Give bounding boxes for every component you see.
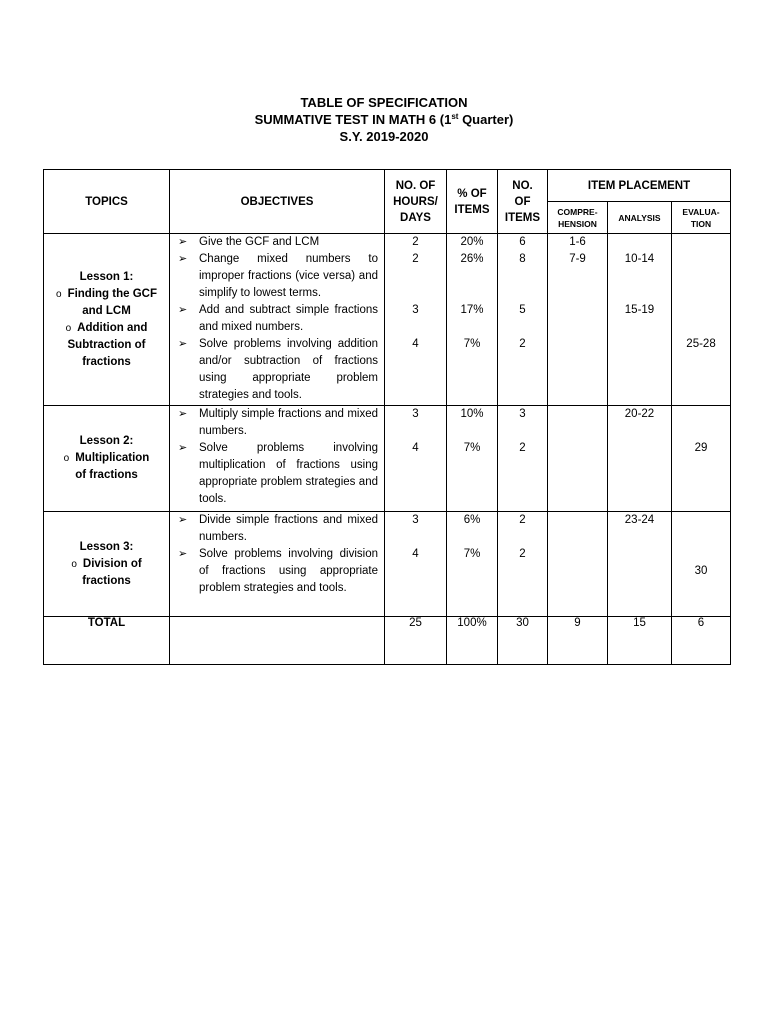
evaluation-value: 25-28 bbox=[686, 338, 716, 350]
comprehension-cell bbox=[548, 234, 608, 406]
table-row-lesson-1 bbox=[44, 234, 731, 406]
hours-value bbox=[385, 529, 446, 546]
total-percent: 100% bbox=[447, 617, 498, 665]
items-value bbox=[498, 285, 547, 302]
items-cell bbox=[498, 512, 548, 617]
title-line-2-text: SUMMATIVE TEST IN MATH 6 (1 bbox=[254, 112, 452, 127]
topic-line bbox=[44, 337, 169, 354]
percent-value: 26% bbox=[460, 253, 484, 265]
hours-value: 3 bbox=[412, 408, 419, 420]
topic-text: Division of bbox=[82, 557, 142, 570]
topic-line bbox=[44, 354, 169, 371]
arrow-bullet-icon: ➢ bbox=[178, 548, 188, 560]
header-comprehension-line: COMPRE- bbox=[557, 206, 598, 217]
items-value: 2 bbox=[519, 548, 526, 560]
percent-value: 7% bbox=[463, 338, 481, 350]
topic-line bbox=[44, 303, 169, 320]
objective-item bbox=[178, 546, 378, 597]
header-evaluation-line: EVALUA- bbox=[682, 206, 720, 217]
items-value bbox=[498, 268, 547, 285]
evaluation-value: 29 bbox=[694, 442, 708, 454]
table-row-total bbox=[44, 617, 731, 665]
evaluation-value bbox=[672, 319, 730, 336]
objective-text: Solve problems involving addition and/or subtraction of fractions using appropriate problem strategies and tools. bbox=[199, 338, 378, 401]
topic-text: Multiplication bbox=[75, 452, 150, 464]
header-topics: TOPICS bbox=[44, 170, 170, 234]
objective-item bbox=[178, 336, 378, 404]
hours-value: 2 bbox=[412, 236, 419, 248]
percent-value: 7% bbox=[463, 548, 481, 560]
comprehension-cell bbox=[548, 512, 608, 617]
header-evaluation bbox=[672, 202, 731, 234]
analysis-value: 23-24 bbox=[624, 514, 655, 526]
topic-text: fractions bbox=[82, 355, 131, 368]
analysis-value bbox=[608, 234, 671, 251]
topic-text: and LCM bbox=[82, 304, 131, 317]
hours-cell bbox=[385, 406, 447, 512]
header-hours bbox=[385, 170, 447, 234]
topic-cell bbox=[44, 406, 170, 512]
analysis-cell bbox=[608, 234, 672, 406]
analysis-value: 15-19 bbox=[624, 304, 655, 316]
evaluation-value bbox=[672, 546, 730, 563]
items-cell bbox=[498, 406, 548, 512]
items-value: 6 bbox=[519, 236, 526, 248]
arrow-bullet-icon: ➢ bbox=[178, 304, 188, 316]
items-cell bbox=[498, 234, 548, 406]
objectives-cell bbox=[170, 512, 385, 617]
topic-text: Addition and bbox=[77, 321, 148, 334]
percent-value bbox=[447, 319, 497, 336]
total-items: 30 bbox=[498, 617, 548, 665]
items-value: 3 bbox=[519, 408, 526, 420]
topic-line bbox=[44, 467, 169, 484]
title-line-2 bbox=[0, 111, 768, 128]
percent-value bbox=[447, 268, 497, 285]
hours-value bbox=[385, 285, 446, 302]
arrow-bullet-icon: ➢ bbox=[178, 442, 188, 454]
evaluation-cell bbox=[672, 406, 731, 512]
topic-cell bbox=[44, 234, 170, 406]
objective-text: Divide simple fractions and mixed numbers. bbox=[199, 514, 378, 543]
percent-value: 20% bbox=[460, 236, 484, 248]
objective-text: Add and subtract simple fractions and mixed numbers. bbox=[199, 304, 378, 333]
objective-item bbox=[178, 512, 378, 546]
items-value: 2 bbox=[519, 514, 526, 526]
document-title bbox=[0, 94, 768, 145]
objective-item bbox=[178, 251, 378, 302]
hours-value: 4 bbox=[412, 338, 419, 350]
analysis-value: 20-22 bbox=[624, 408, 655, 420]
total-hours: 25 bbox=[385, 617, 447, 665]
header-evaluation-line: TION bbox=[690, 218, 712, 229]
objectives-cell bbox=[170, 234, 385, 406]
header-items-line: OF bbox=[514, 195, 531, 208]
bullet-o: o bbox=[56, 288, 62, 300]
header-comprehension bbox=[548, 202, 608, 234]
percent-value: 7% bbox=[463, 442, 481, 454]
topic-text: Finding the GCF bbox=[67, 287, 157, 300]
topic-text: fractions bbox=[82, 574, 131, 587]
hours-cell bbox=[385, 512, 447, 617]
analysis-value bbox=[608, 285, 671, 302]
analysis-value: 10-14 bbox=[624, 253, 655, 265]
lesson-label: Lesson 3: bbox=[79, 540, 134, 553]
percent-value bbox=[447, 285, 497, 302]
objective-item bbox=[178, 234, 378, 251]
title-line-3: S.Y. 2019-2020 bbox=[339, 129, 429, 144]
percent-value: 10% bbox=[460, 408, 484, 420]
header-percent bbox=[447, 170, 498, 234]
arrow-bullet-icon: ➢ bbox=[178, 338, 188, 350]
title-line-2-suffix: Quarter) bbox=[458, 112, 514, 127]
arrow-bullet-icon: ➢ bbox=[178, 514, 188, 526]
header-comprehension-line: HENSION bbox=[558, 218, 597, 229]
total-evaluation: 6 bbox=[672, 617, 731, 665]
header-percent-line: ITEMS bbox=[454, 203, 490, 216]
items-value bbox=[498, 529, 547, 546]
hours-value: 4 bbox=[412, 548, 419, 560]
evaluation-value bbox=[672, 234, 730, 251]
percent-value: 17% bbox=[460, 304, 484, 316]
evaluation-cell bbox=[672, 234, 731, 406]
total-objectives-empty bbox=[170, 617, 385, 665]
bullet-o: o bbox=[71, 558, 77, 570]
evaluation-value bbox=[672, 512, 730, 529]
hours-value: 4 bbox=[412, 442, 419, 454]
arrow-bullet-icon: ➢ bbox=[178, 253, 188, 265]
percent-value bbox=[447, 529, 497, 546]
arrow-bullet-icon: ➢ bbox=[178, 408, 188, 420]
total-comprehension: 9 bbox=[548, 617, 608, 665]
objectives-cell bbox=[170, 406, 385, 512]
topic-text: of fractions bbox=[75, 469, 138, 481]
topic-line bbox=[44, 450, 169, 467]
items-value bbox=[498, 319, 547, 336]
evaluation-cell bbox=[672, 512, 731, 617]
lesson-label: Lesson 2: bbox=[79, 435, 134, 447]
percent-value bbox=[447, 423, 497, 440]
header-hours-line: NO. OF bbox=[395, 179, 436, 192]
hours-value bbox=[385, 423, 446, 440]
items-value: 8 bbox=[519, 253, 526, 265]
evaluation-value bbox=[672, 423, 730, 440]
percent-cell bbox=[447, 512, 498, 617]
total-analysis: 15 bbox=[608, 617, 672, 665]
evaluation-value bbox=[672, 406, 730, 423]
evaluation-value bbox=[672, 268, 730, 285]
items-value bbox=[498, 423, 547, 440]
percent-value: 6% bbox=[463, 514, 481, 526]
objective-text: Solve problems involving division of fractions using appropriate problem strategies and tools. bbox=[199, 548, 378, 594]
comprehension-cell bbox=[548, 406, 608, 512]
table-row-lesson-3 bbox=[44, 512, 731, 617]
percent-cell bbox=[447, 234, 498, 406]
hours-value: 2 bbox=[412, 253, 419, 265]
items-value: 2 bbox=[519, 442, 526, 454]
header-percent-line: % OF bbox=[457, 187, 487, 200]
objective-item bbox=[178, 302, 378, 336]
comprehension-value: 1-6 bbox=[569, 236, 586, 248]
evaluation-value bbox=[672, 302, 730, 319]
percent-cell bbox=[447, 406, 498, 512]
evaluation-value bbox=[672, 251, 730, 268]
lesson-label: Lesson 1: bbox=[79, 270, 134, 283]
objective-text: Change mixed numbers to improper fractions (vice versa) and simplify to lowest terms. bbox=[199, 253, 378, 299]
hours-value bbox=[385, 319, 446, 336]
header-hours-line: DAYS bbox=[400, 211, 431, 224]
topic-line bbox=[44, 320, 169, 337]
header-item-placement: ITEM PLACEMENT bbox=[548, 170, 731, 202]
title-superscript: st bbox=[451, 112, 459, 121]
header-items bbox=[498, 170, 548, 234]
topic-line bbox=[44, 573, 169, 590]
specification-table bbox=[43, 169, 731, 665]
objective-item bbox=[178, 406, 378, 440]
objective-item bbox=[178, 440, 378, 508]
header-objectives: OBJECTIVES bbox=[170, 170, 385, 234]
hours-value: 3 bbox=[412, 304, 419, 316]
table-row-lesson-2 bbox=[44, 406, 731, 512]
bullet-o: o bbox=[63, 453, 70, 464]
bullet-o: o bbox=[65, 322, 72, 334]
analysis-value bbox=[608, 268, 671, 285]
topic-text: Subtraction of bbox=[67, 338, 146, 351]
header-hours-line: HOURS/ bbox=[393, 195, 438, 208]
objective-text: Solve problems involving multiplication of fractions using appropriate problem strategies and tools. bbox=[199, 442, 378, 505]
items-value: 2 bbox=[519, 338, 526, 350]
hours-value bbox=[385, 268, 446, 285]
analysis-cell bbox=[608, 512, 672, 617]
objective-text: Give the GCF and LCM bbox=[199, 236, 320, 248]
analysis-cell bbox=[608, 406, 672, 512]
evaluation-value bbox=[672, 529, 730, 546]
total-label: TOTAL bbox=[44, 617, 170, 665]
arrow-bullet-icon: ➢ bbox=[178, 236, 188, 248]
items-value: 5 bbox=[519, 304, 526, 316]
topic-line bbox=[44, 556, 169, 573]
title-line-1: TABLE OF SPECIFICATION bbox=[300, 95, 468, 110]
header-items-line: NO. bbox=[512, 179, 533, 192]
topic-cell bbox=[44, 512, 170, 617]
hours-value: 3 bbox=[412, 514, 419, 526]
comprehension-value: 7-9 bbox=[569, 253, 586, 265]
evaluation-value: 30 bbox=[694, 565, 708, 577]
topic-line bbox=[44, 286, 169, 303]
header-analysis: ANALYSIS bbox=[608, 202, 672, 234]
hours-cell bbox=[385, 234, 447, 406]
header-items-line: ITEMS bbox=[504, 211, 541, 224]
objective-text: Multiply simple fractions and mixed numbers. bbox=[199, 408, 378, 437]
evaluation-value bbox=[672, 285, 730, 302]
